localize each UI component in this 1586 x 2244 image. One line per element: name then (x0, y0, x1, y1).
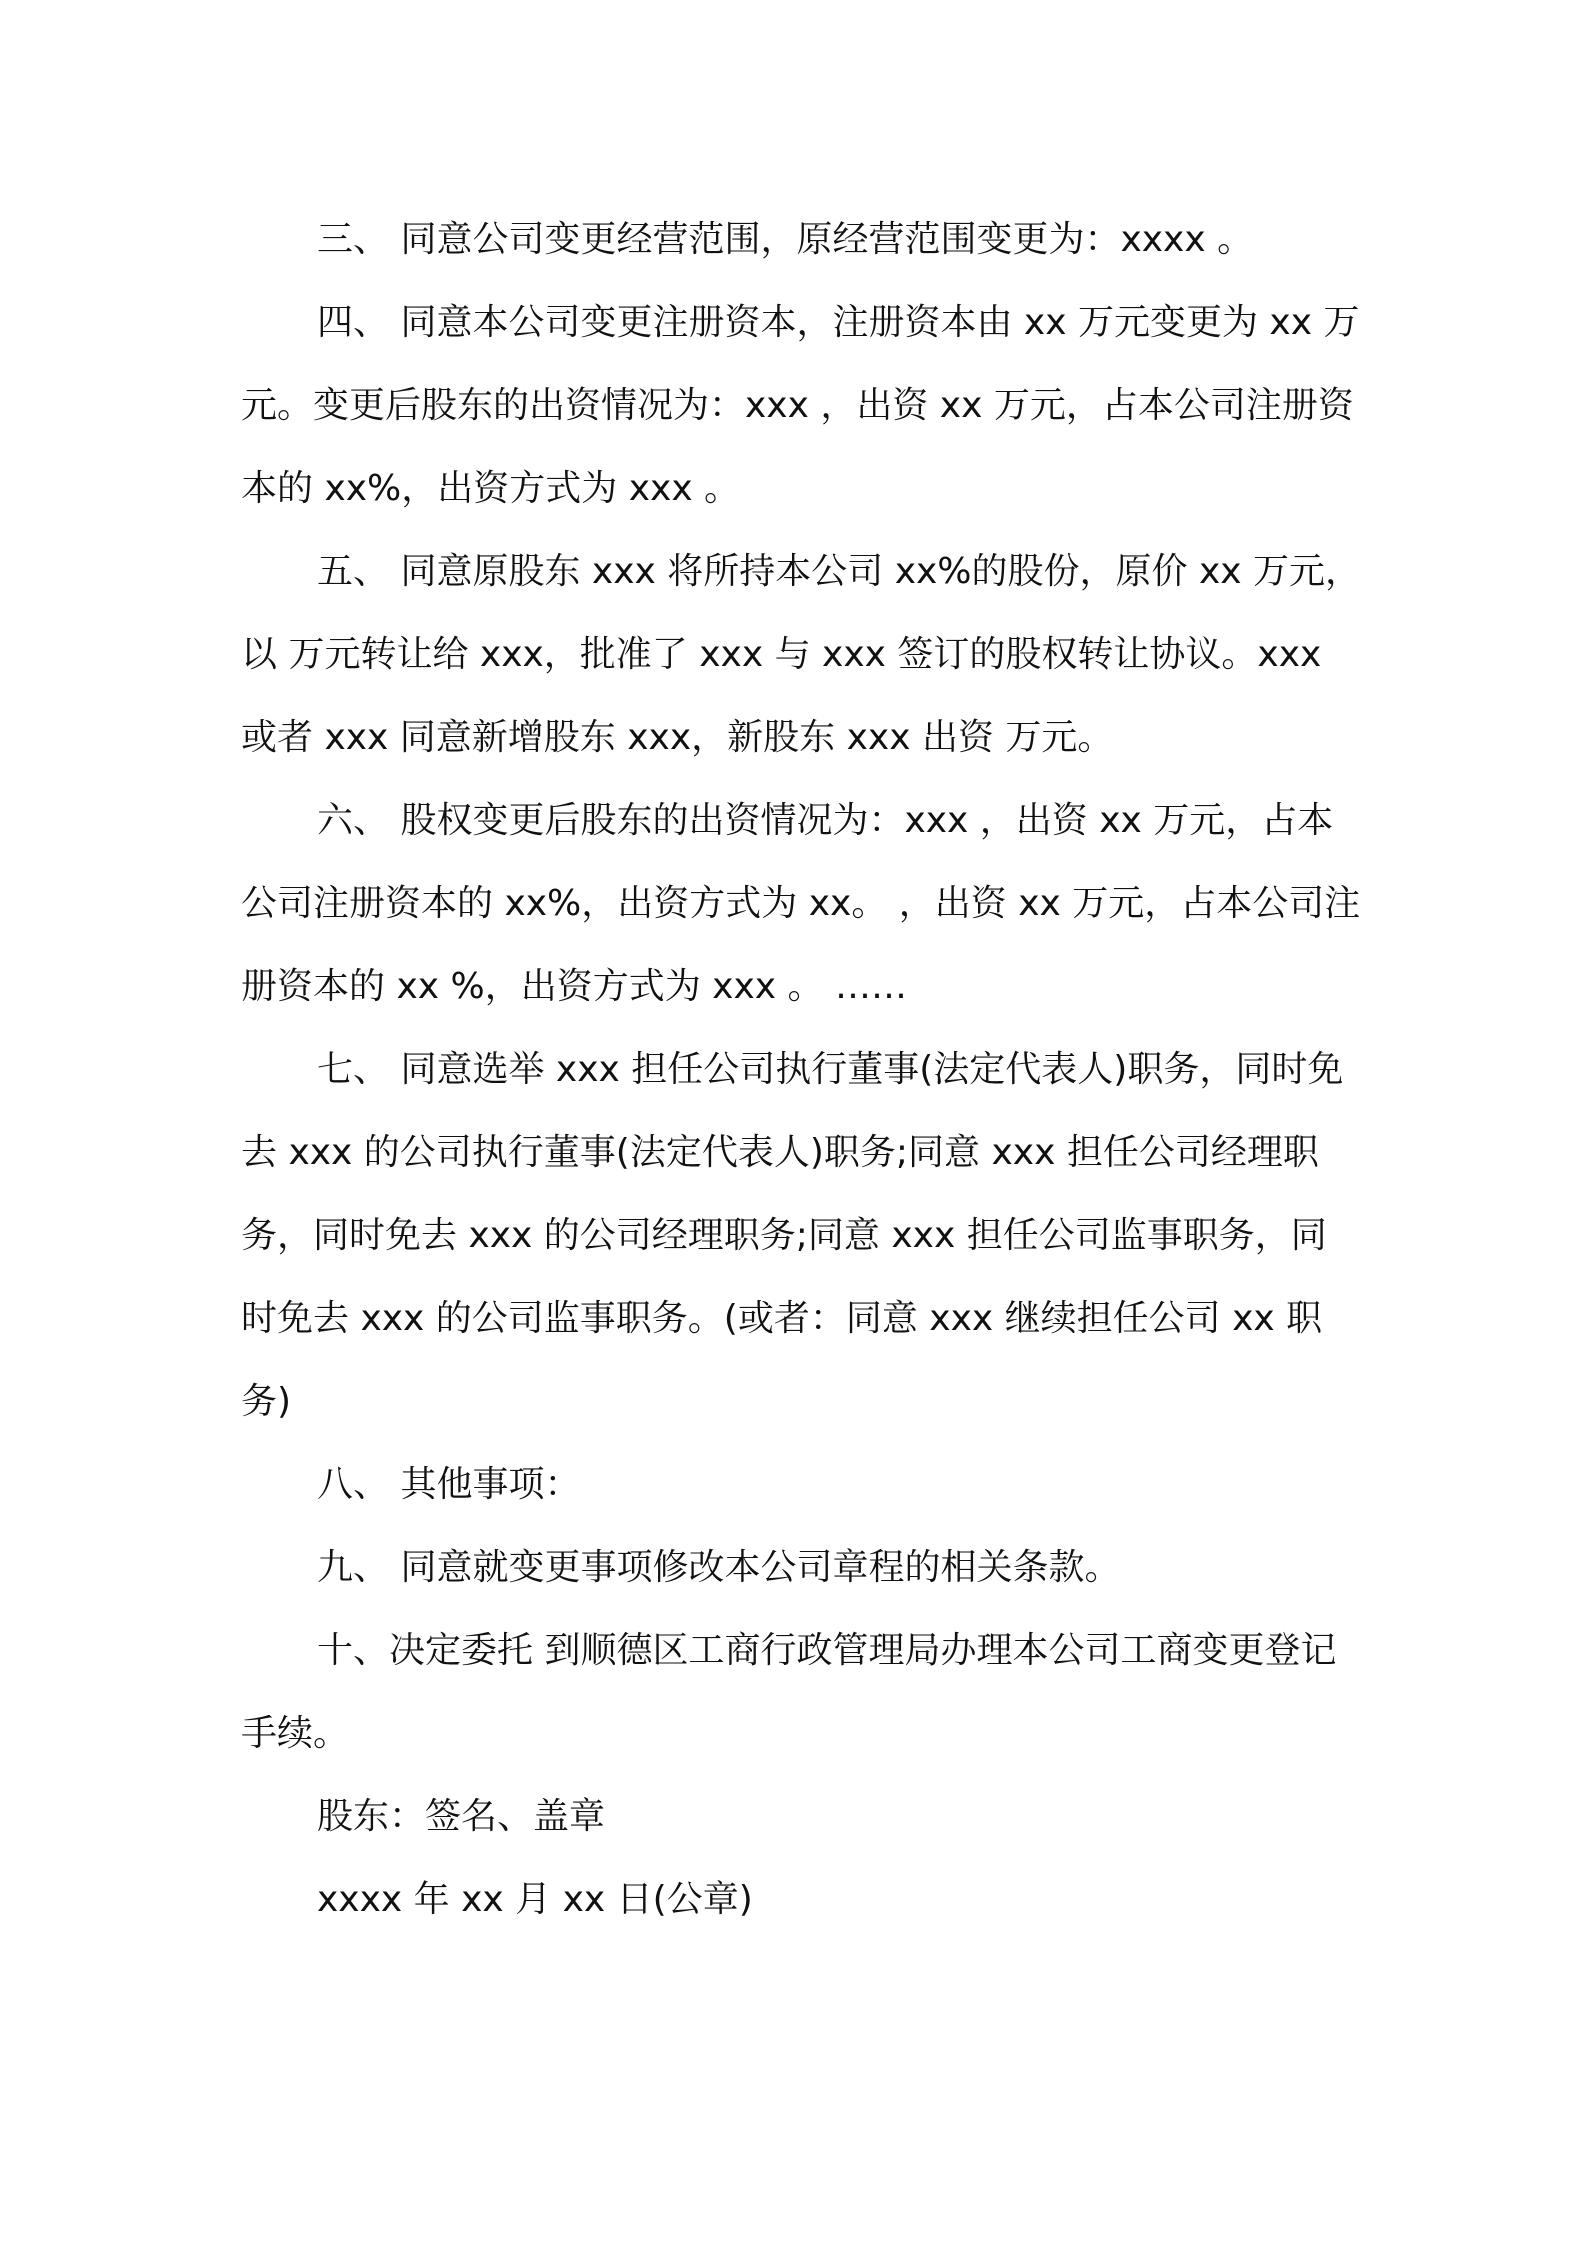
document-body (241, 198, 1361, 1941)
paragraph-item-5: 五、 同意原股东 xxx 将所持本公司 xx%的股份，原价 xx 万元，以 万元转让给 xxx，批准了 xxx 与 xxx 签订的股权转让协议。xxx 或者 xxx 同意新增股东 xxx，新股东 xxx 出资 万元。 (241, 551, 1362, 758)
paragraph-item-3: 三、 同意公司变更经营范围，原经营范围变更为：xxxx 。 (317, 219, 1254, 260)
paragraph-item-8: 八、 其他事项： (317, 1464, 581, 1505)
paragraph-item-10: 十、决定委托 到顺德区工商行政管理局办理本公司工商变更登记手续。 (241, 1630, 1337, 1754)
signature-line: 股东：签名、盖章 (317, 1796, 606, 1837)
paragraph-item-4: 四、 同意本公司变更注册资本，注册资本由 xx 万元变更为 xx 万元。变更后股东的出资情况为：xxx ，出资 xx 万元，占本公司注册资本的 xx%，出资方式为 xxx 。 (241, 302, 1360, 509)
date-line: xxxx 年 xx 月 xx 日(公章) (317, 1879, 753, 1920)
paragraph-item-7: 七、 同意选举 xxx 担任公司执行董事(法定代表人)职务，同时免去 xxx 的公司执行董事(法定代表人)职务;同意 xxx 担任公司经理职务，同时免去 xxx 的公司经理职务;同意 xxx 担任公司监事职务，同时免去 xxx 的公司监事职务。(或者：同意 xxx 继续担任公司 xx 职务) (241, 1049, 1344, 1422)
paragraph-item-9: 九、 同意就变更事项修改本公司章程的相关条款。 (317, 1547, 1121, 1588)
paragraph-item-6: 六、 股权变更后股东的出资情况为：xxx ，出资 xx 万元，占本公司注册资本的 xx%，出资方式为 xx。 ，出资 xx 万元，占本公司注册资本的 xx %，出资方式为 xxx 。 …… (241, 800, 1361, 1007)
